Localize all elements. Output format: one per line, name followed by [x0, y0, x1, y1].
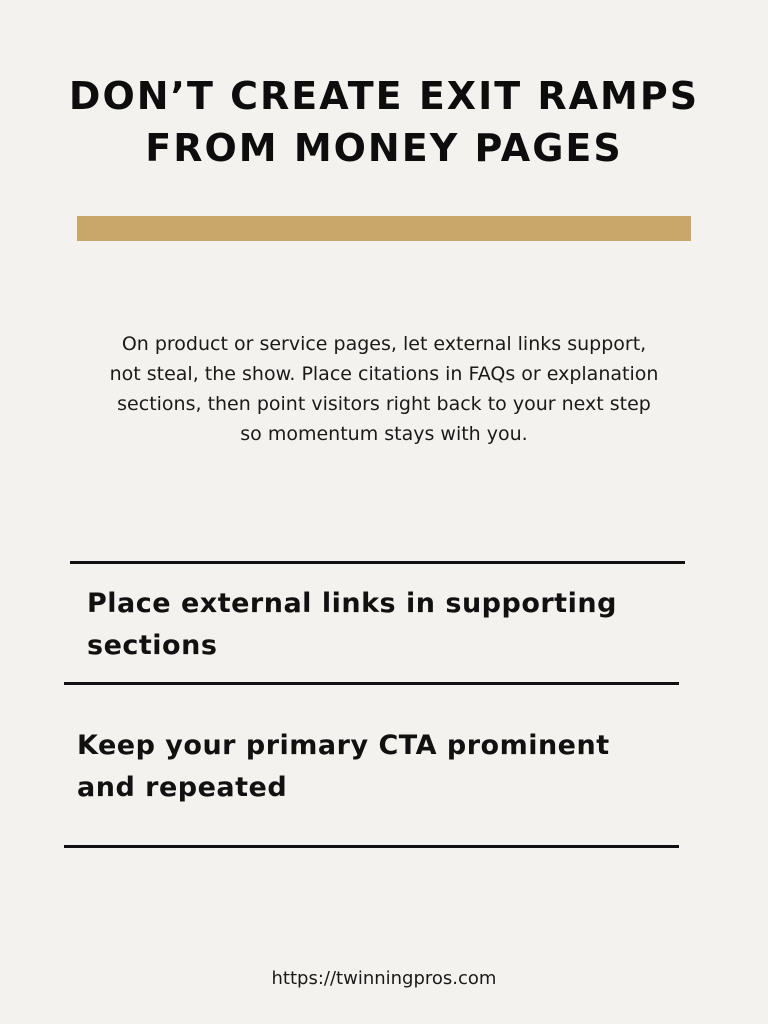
divider-middle [64, 682, 679, 685]
page-title-line-1: DON’T CREATE EXIT RAMPS [68, 74, 700, 118]
accent-bar [77, 216, 691, 241]
footer-url: https://twinningpros.com [271, 968, 497, 989]
point-item-primary-cta: Keep your primary CTA prominent and repeated [77, 730, 610, 803]
divider-top [70, 561, 685, 564]
page-title-line-2: FROM MONEY PAGES [145, 126, 623, 170]
divider-bottom [64, 845, 679, 848]
point-item-external-links: Place external links in supporting sections [87, 588, 617, 661]
page-title [0, 70, 768, 174]
intro-paragraph: On product or service pages, let external links support, not steal, the show. Place citations in FAQs or explanation sections, then point visitors right back to your next step so momentum stays with you. [109, 333, 659, 445]
